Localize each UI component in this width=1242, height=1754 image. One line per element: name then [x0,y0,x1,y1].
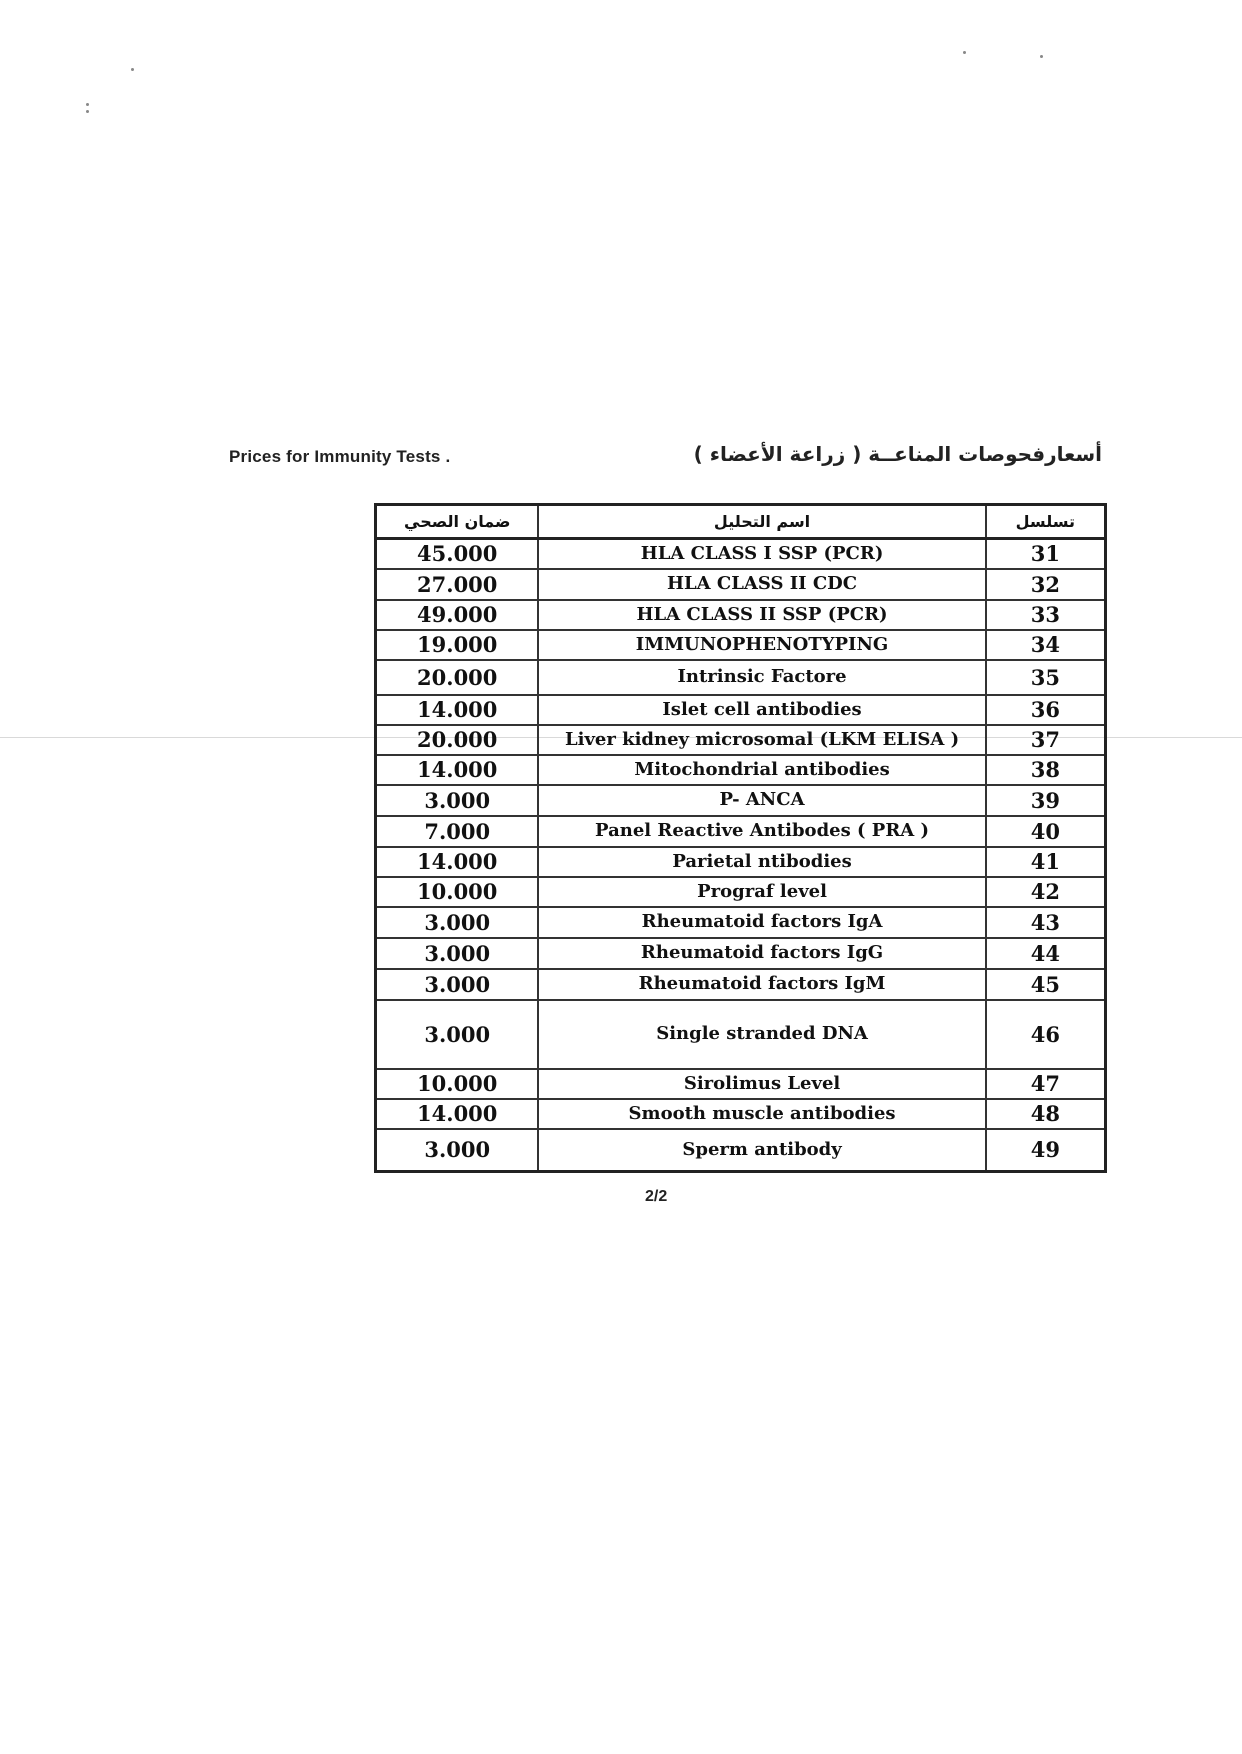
test-name-cell: Mitochondrial antibodies [538,755,985,785]
table-row [376,695,1106,725]
serial-cell: 34 [986,630,1106,660]
column-header-test: اسم التحليل [538,505,985,539]
table-row [376,660,1106,695]
test-name-cell: Single stranded DNA [538,1000,985,1069]
table-row [376,569,1106,600]
page-number: 2/2 [645,1188,668,1205]
table-row [376,1069,1106,1099]
test-name-cell: HLA CLASS II CDC [538,569,985,600]
test-name-cell: Rheumatoid factors IgA [538,907,985,938]
scan-speck [963,51,966,54]
table-row [376,969,1106,1000]
scan-speck [86,110,89,113]
price-cell: 10.000 [376,1069,539,1099]
price-cell: 3.000 [376,907,539,938]
serial-cell: 39 [986,785,1106,816]
serial-cell: 31 [986,539,1106,569]
test-name-cell: P- ANCA [538,785,985,816]
serial-cell: 45 [986,969,1106,1000]
serial-cell: 49 [986,1129,1106,1172]
serial-cell: 42 [986,877,1106,907]
test-name-cell: HLA CLASS II SSP (PCR) [538,600,985,630]
price-cell: 3.000 [376,1000,539,1069]
test-name-cell: IMMUNOPHENOTYPING [538,630,985,660]
table-header-row [376,505,1106,539]
serial-cell: 46 [986,1000,1106,1069]
test-name-cell: Prograf level [538,877,985,907]
serial-cell: 40 [986,816,1106,847]
price-table [374,503,1107,1173]
page-title-english: Prices for Immunity Tests . [229,447,451,466]
price-cell: 3.000 [376,1129,539,1172]
test-name-cell: Sperm antibody [538,1129,985,1172]
serial-cell: 38 [986,755,1106,785]
price-cell: 3.000 [376,785,539,816]
serial-cell: 44 [986,938,1106,969]
page-title-arabic: أسعارفحوصات المناعــة ( زراعة الأعضاء ) [693,442,1102,466]
price-cell: 7.000 [376,816,539,847]
table-row [376,907,1106,938]
price-cell: 20.000 [376,660,539,695]
test-name-cell: HLA CLASS I SSP (PCR) [538,539,985,569]
table-row [376,877,1106,907]
test-name-cell: Panel Reactive Antibodes ( PRA ) [538,816,985,847]
price-cell: 49.000 [376,600,539,630]
table-row [376,1000,1106,1069]
serial-cell: 41 [986,847,1106,877]
table-row [376,785,1106,816]
table-row [376,539,1106,569]
test-name-cell: Smooth muscle antibodies [538,1099,985,1129]
table-row [376,630,1106,660]
price-cell: 3.000 [376,938,539,969]
price-cell: 3.000 [376,969,539,1000]
test-name-cell: Rheumatoid factors IgM [538,969,985,1000]
serial-cell: 43 [986,907,1106,938]
price-cell: 19.000 [376,630,539,660]
serial-cell: 47 [986,1069,1106,1099]
serial-cell: 36 [986,695,1106,725]
test-name-cell: Islet cell antibodies [538,695,985,725]
price-cell: 45.000 [376,539,539,569]
test-name-cell: Sirolimus Level [538,1069,985,1099]
test-name-cell: Intrinsic Factore [538,660,985,695]
table-row [376,725,1106,755]
serial-cell: 37 [986,725,1106,755]
test-name-cell: Parietal ntibodies [538,847,985,877]
price-cell: 14.000 [376,1099,539,1129]
price-cell: 14.000 [376,847,539,877]
price-cell: 20.000 [376,725,539,755]
serial-cell: 32 [986,569,1106,600]
table-row [376,1129,1106,1172]
serial-cell: 33 [986,600,1106,630]
serial-cell: 48 [986,1099,1106,1129]
scan-speck [131,68,134,71]
table-row [376,755,1106,785]
test-name-cell: Liver kidney microsomal (LKM ELISA ) [538,725,985,755]
price-cell: 14.000 [376,755,539,785]
serial-cell: 35 [986,660,1106,695]
price-cell: 14.000 [376,695,539,725]
price-cell: 27.000 [376,569,539,600]
table-row [376,1099,1106,1129]
column-header-price: ضمان الصحي [376,505,539,539]
test-name-cell: Rheumatoid factors IgG [538,938,985,969]
scan-speck [86,103,89,106]
scan-speck [1040,55,1043,58]
column-header-serial: تسلسل [986,505,1106,539]
table-row [376,938,1106,969]
table-row [376,600,1106,630]
table-row [376,816,1106,847]
price-cell: 10.000 [376,877,539,907]
table-row [376,847,1106,877]
